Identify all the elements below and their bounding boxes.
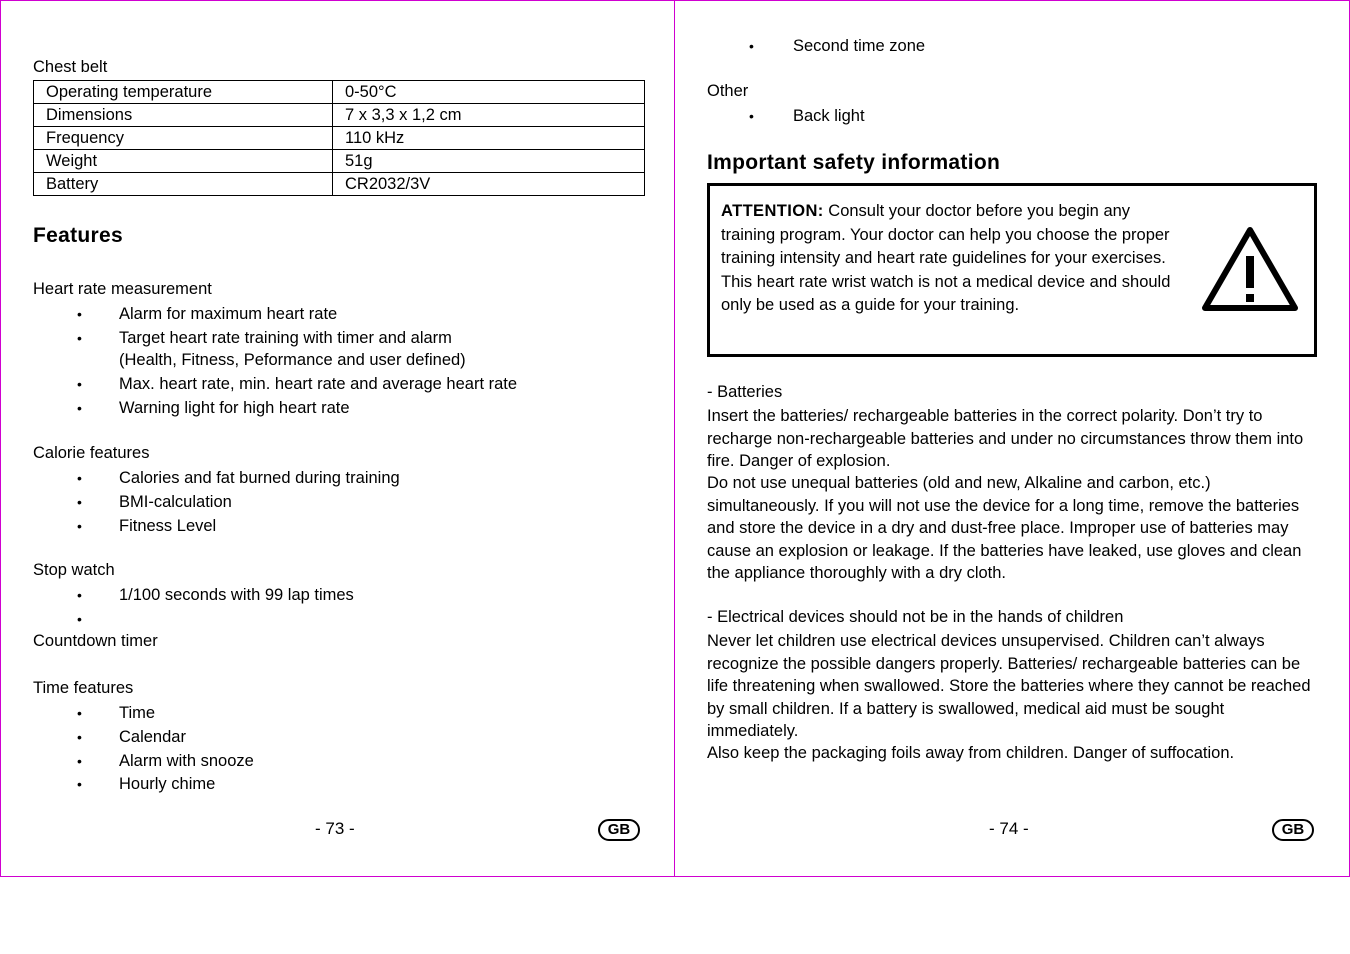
bullet-icon bbox=[749, 35, 789, 57]
stopwatch-heading: Stop watch bbox=[33, 561, 115, 579]
bullet-icon bbox=[77, 515, 117, 537]
spec-value: 0-50°C bbox=[333, 81, 645, 104]
page-74 bbox=[707, 0, 1317, 875]
warning-triangle-icon bbox=[1200, 224, 1300, 316]
spec-label: Operating temperature bbox=[34, 81, 333, 104]
bullet-icon bbox=[749, 105, 789, 127]
list-item: • Target heart rate training with timer and alarm bbox=[77, 327, 452, 349]
countdown-heading: Countdown timer bbox=[33, 632, 158, 650]
attention-label: ATTENTION: bbox=[721, 202, 824, 220]
bullet-icon bbox=[77, 726, 117, 748]
table-row bbox=[34, 150, 645, 173]
list-item: • Calories and fat burned during training bbox=[77, 467, 400, 489]
list-item: • Back light bbox=[749, 105, 865, 127]
spec-label: Weight bbox=[34, 150, 333, 173]
calorie-heading: Calorie features bbox=[33, 444, 150, 462]
bullet-icon bbox=[77, 303, 117, 325]
list-item: • Alarm for maximum heart rate bbox=[77, 303, 337, 325]
list-item: • Max. heart rate, min. heart rate and average heart rate bbox=[77, 373, 517, 395]
spec-label: Frequency bbox=[34, 127, 333, 150]
table-row bbox=[34, 104, 645, 127]
list-item: • Warning light for high heart rate bbox=[77, 397, 350, 419]
spec-value: CR2032/3V bbox=[333, 173, 645, 196]
children-heading: - Electrical devices should not be in the hands of children bbox=[707, 608, 1124, 626]
bullet-icon bbox=[77, 491, 117, 513]
bullet-icon bbox=[77, 467, 117, 489]
bullet-icon bbox=[77, 373, 117, 395]
batteries-heading: - Batteries bbox=[707, 383, 783, 401]
bullet-icon bbox=[77, 773, 117, 795]
chest-belt-spec-table bbox=[33, 80, 645, 196]
table-row bbox=[34, 81, 645, 104]
spec-value: 51g bbox=[333, 150, 645, 173]
spec-value: 110 kHz bbox=[333, 127, 645, 150]
attention-box bbox=[707, 183, 1317, 357]
features-heading: Features bbox=[33, 224, 123, 247]
bullet-icon bbox=[77, 608, 117, 630]
safety-heading: Important safety information bbox=[707, 151, 1001, 174]
list-item: • Second time zone bbox=[749, 35, 925, 57]
page-73 bbox=[33, 0, 645, 875]
children-paragraph-1: Never let children use electrical devices unsupervised. Children can’t always recognize the possible dangers properly. Batteries/ rechargeable batteries can be life threatening when swallowed. Store the batteries where they cannot be reached by small children. If a battery is swallowed, medical aid must be sought immediately. bbox=[707, 632, 1311, 740]
list-item-continuation: (Health, Fitness, Peformance and user defined) bbox=[119, 351, 466, 369]
list-item: • BMI-calculation bbox=[77, 491, 232, 513]
list-item: • 1/100 seconds with 99 lap times bbox=[77, 584, 354, 606]
gb-language-badge: GB bbox=[598, 819, 640, 841]
chest-belt-heading: Chest belt bbox=[33, 58, 108, 76]
list-item-empty bbox=[77, 608, 119, 630]
children-paragraph-2: Also keep the packaging foils away from children. Danger of suffocation. bbox=[707, 744, 1235, 762]
list-item: • Calendar bbox=[77, 726, 186, 748]
gb-language-badge: GB bbox=[1272, 819, 1314, 841]
spec-label: Battery bbox=[34, 173, 333, 196]
bullet-icon bbox=[77, 327, 117, 349]
list-item: • Hourly chime bbox=[77, 773, 215, 795]
batteries-paragraph-2: Do not use unequal batteries (old and new, Alkaline and carbon, etc.) simultaneously. If you will not use the device for a long time, remove the batteries and store the device in a dry and dust-free place. Improper use of batteries may cause an explosion or leakage. If the batteries have leaked, use gloves and clean the appliance thoroughly with a dry cloth. bbox=[707, 474, 1302, 582]
page-number: - 74 - bbox=[989, 819, 1029, 838]
heart-rate-heading: Heart rate measurement bbox=[33, 280, 212, 298]
bullet-icon bbox=[77, 584, 117, 606]
spec-value: 7 x 3,3 x 1,2 cm bbox=[333, 104, 645, 127]
list-item: • Alarm with snooze bbox=[77, 750, 254, 772]
page-divider bbox=[674, 0, 675, 876]
batteries-paragraph-1: Insert the batteries/ rechargeable batteries in the correct polarity. Don’t try to recharge non-rechargeable batteries and under no circumstances throw them into fire. Danger of explosion. bbox=[707, 407, 1304, 470]
attention-text bbox=[721, 200, 1181, 318]
spec-label: Dimensions bbox=[34, 104, 333, 127]
other-heading: Other bbox=[707, 82, 749, 100]
page-number: - 73 - bbox=[315, 819, 355, 838]
attention-text-2: This heart rate wrist watch is not a medical device and should only be used as a guide for your training. bbox=[721, 272, 1171, 314]
bullet-icon bbox=[77, 702, 117, 724]
list-item: • Fitness Level bbox=[77, 515, 216, 537]
list-item: • Time bbox=[77, 702, 155, 724]
attention-text-1: Consult your doctor before you begin any training program. Your doctor can help you choose the proper training intensity and heart rate guidelines for your exercises. bbox=[721, 202, 1170, 267]
table-row bbox=[34, 127, 645, 150]
bullet-icon bbox=[77, 397, 117, 419]
time-features-heading: Time features bbox=[33, 679, 134, 697]
table-row bbox=[34, 173, 645, 196]
bullet-icon bbox=[77, 750, 117, 772]
